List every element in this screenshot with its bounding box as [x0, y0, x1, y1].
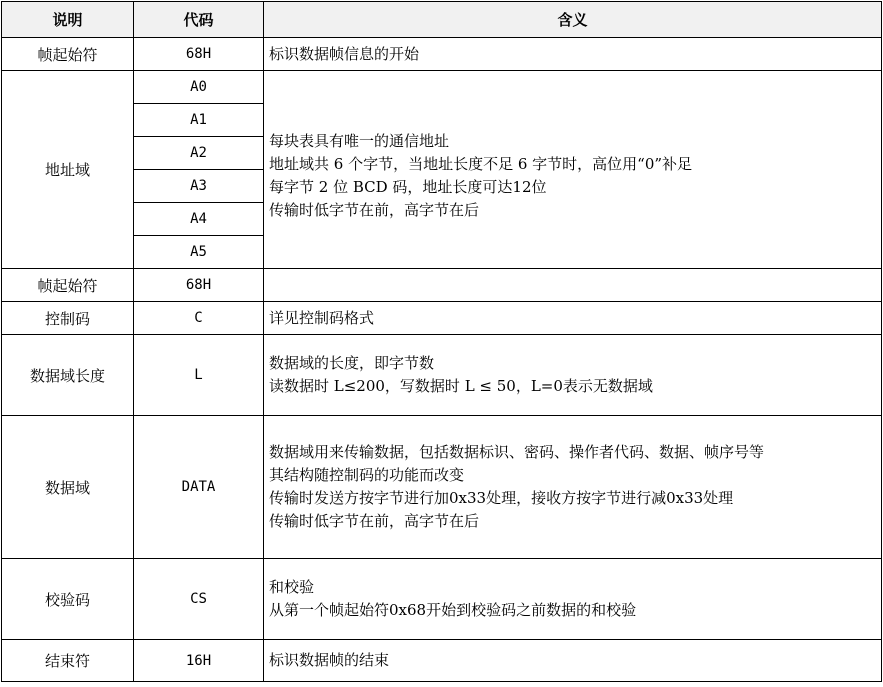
row-code: A1 [134, 104, 264, 137]
row-code: 68H [134, 269, 264, 302]
row-desc: 帧起始符 [2, 38, 134, 71]
meaning-line: 每字节 2 位 BCD 码，地址长度可达12位 [269, 177, 547, 196]
meaning-line: 数据域用来传输数据，包括数据标识、密码、操作者代码、数据、帧序号等 [269, 443, 765, 461]
row-meaning [264, 38, 882, 71]
frame-format-table [1, 1, 882, 682]
table-row [2, 416, 882, 559]
row-desc: 结束符 [2, 640, 134, 682]
row-code: CS [134, 559, 264, 640]
row-meaning [264, 640, 882, 682]
row-code: A0 [134, 71, 264, 104]
row-code: 16H [134, 640, 264, 682]
row-code: A4 [134, 203, 264, 236]
row-meaning [264, 302, 882, 335]
table-row [2, 302, 882, 335]
meaning-line: 标识数据帧的结束 [269, 651, 390, 669]
table-row [2, 640, 882, 682]
header-desc: 说明 [2, 2, 134, 38]
table-row [2, 71, 882, 104]
header-meaning: 含义 [264, 2, 882, 38]
meaning-line: 读数据时 L≤200，写数据时 L ≤ 50，L=0表示无数据域 [269, 377, 653, 395]
row-code: A3 [134, 170, 264, 203]
row-meaning [264, 416, 882, 559]
row-desc: 控制码 [2, 302, 134, 335]
meaning-line: 详见控制码格式 [269, 308, 375, 327]
row-code: A5 [134, 236, 264, 269]
meaning-line: 传输时低字节在前，高字节在后 [269, 200, 480, 219]
meaning-line: 数据域的长度，即字节数 [269, 354, 435, 372]
table-row [2, 38, 882, 71]
row-code: 68H [134, 38, 264, 71]
row-desc: 校验码 [2, 559, 134, 640]
meaning-line: 传输时发送方按字节进行加0x33处理，接收方按字节进行减0x33处理 [269, 489, 734, 507]
row-desc: 数据域 [2, 416, 134, 559]
row-desc: 地址域 [2, 71, 134, 269]
row-code: A2 [134, 137, 264, 170]
row-code: C [134, 302, 264, 335]
table-row [2, 335, 882, 416]
header-row [2, 2, 882, 38]
meaning-line: 和校验 [269, 578, 315, 596]
row-code: L [134, 335, 264, 416]
row-meaning [264, 71, 882, 269]
row-code: DATA [134, 416, 264, 559]
row-meaning [264, 559, 882, 640]
row-desc: 数据域长度 [2, 335, 134, 416]
meaning-line: 从第一个帧起始符0x68开始到校验码之前数据的和校验 [269, 601, 637, 619]
table-row [2, 559, 882, 640]
meaning-line: 传输时低字节在前，高字节在后 [269, 512, 480, 530]
meaning-line: 其结构随控制码的功能而改变 [269, 466, 465, 484]
header-code: 代码 [134, 2, 264, 38]
meaning-line: 地址域共 6 个字节，当地址长度不足 6 字节时，高位用“0”补足 [269, 154, 693, 173]
row-meaning [264, 269, 882, 302]
row-meaning [264, 335, 882, 416]
row-desc: 帧起始符 [2, 269, 134, 302]
table-row [2, 269, 882, 302]
meaning-line: 标识数据帧信息的开始 [269, 44, 420, 63]
meaning-line: 每块表具有唯一的通信地址 [269, 131, 450, 150]
